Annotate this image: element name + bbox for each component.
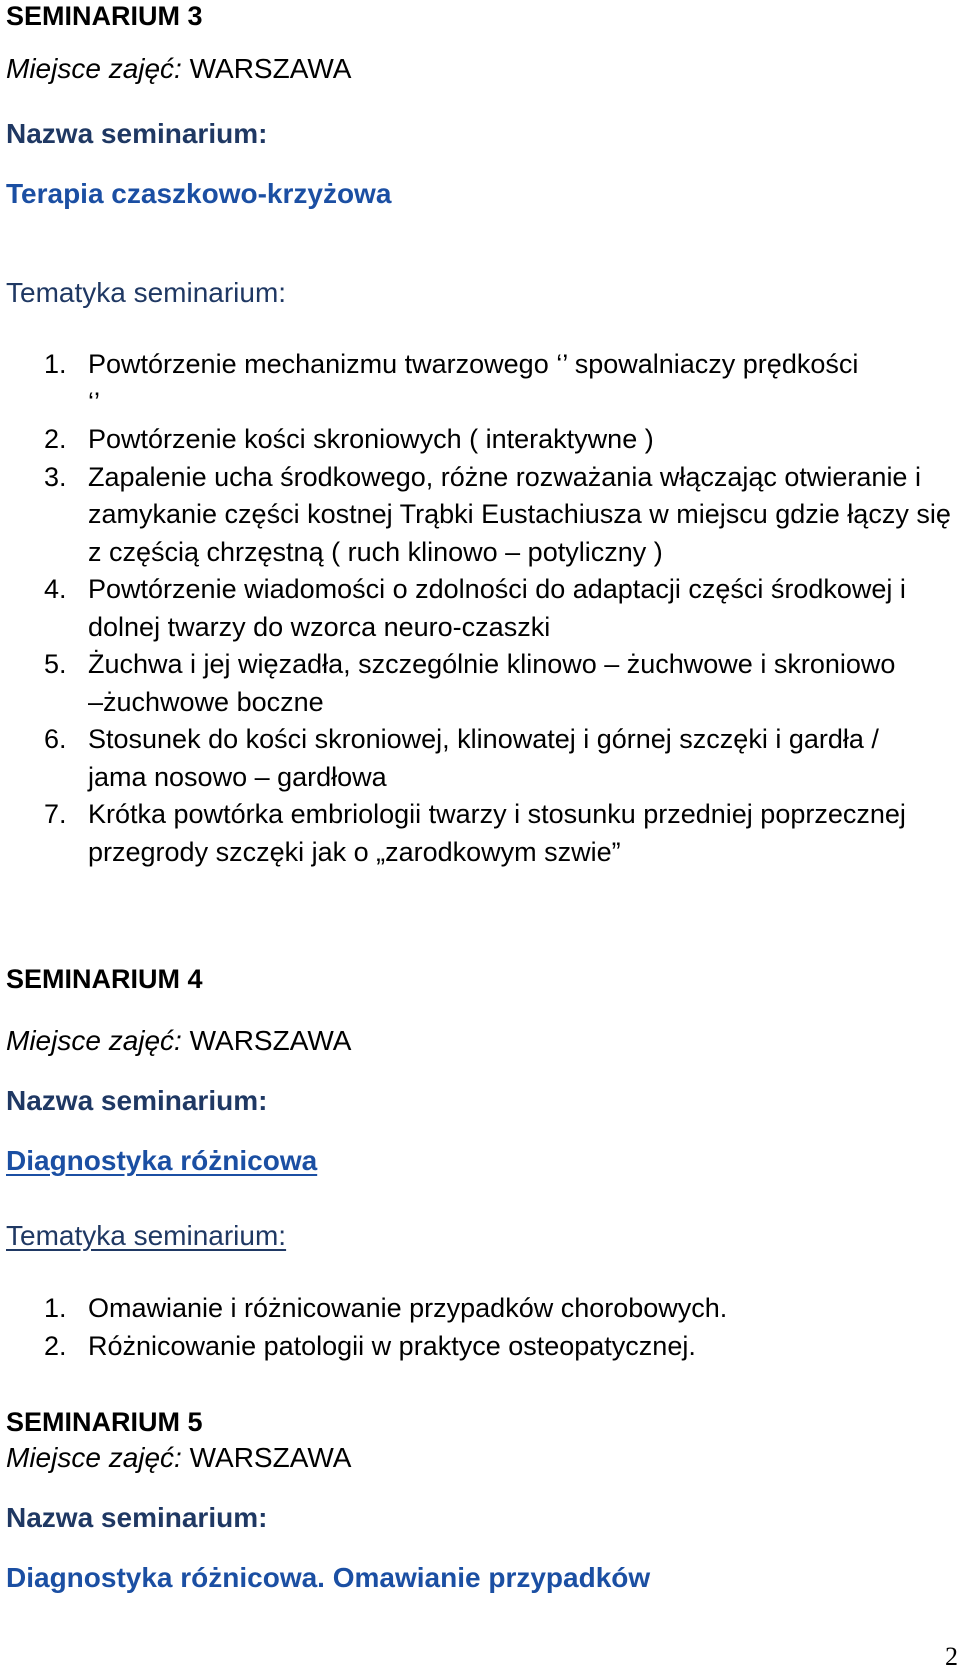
- seminar-4-topics-label: Tematyka seminarium:: [6, 1220, 287, 1251]
- list-item-number: 2.: [44, 1330, 67, 1361]
- list-item: [6, 721, 956, 796]
- list-item-text: Stosunek do kości skroniowej, klinowatej i górnej szczęki i gardła / jama nosowo – gardłowa: [88, 724, 879, 792]
- place-value: WARSZAWA: [189, 53, 352, 84]
- list-item-text: Żuchwa i jej więzadła, szczególnie klinowo – żuchwowe i skroniowo –żuchwowe boczne: [88, 649, 896, 717]
- list-item: [6, 459, 956, 572]
- list-item-text: Zapalenie ucha środkowego, różne rozważania włączając otwieranie i zamykanie części kostnej Trąbki Eustachiusza w miejscu gdzie łączy się z częścią chrzęstną ( ruch klinowo – potyliczny ): [88, 461, 951, 567]
- seminar-3-heading: SEMINARIUM 3: [6, 1, 203, 31]
- list-item-number: 6.: [44, 724, 67, 754]
- seminar-5-heading: SEMINARIUM 5: [6, 1407, 203, 1437]
- list-item: [6, 421, 956, 459]
- seminar-4-heading: SEMINARIUM 4: [6, 964, 203, 994]
- list-item: [6, 346, 956, 421]
- seminar-4-topics-list: [6, 1290, 956, 1365]
- seminar-5-place: [6, 1441, 351, 1475]
- list-item-text: Powtórzenie mechanizmu twarzowego ‘’ spowalniaczy prędkości ‘’: [88, 349, 859, 417]
- list-item-number: 3.: [44, 461, 67, 492]
- list-item: [6, 796, 956, 871]
- seminar-4-place: [6, 1024, 351, 1058]
- list-item-number: 2.: [44, 424, 67, 454]
- list-item-number: 1.: [44, 349, 67, 379]
- list-item-number: 7.: [44, 799, 67, 829]
- seminar-3-topics-label: Tematyka seminarium:: [6, 277, 287, 308]
- list-item-text: Omawianie i różnicowanie przypadków chorobowych.: [88, 1293, 728, 1323]
- place-label: Miejsce zajęć:: [6, 1025, 182, 1056]
- list-item-number: 1.: [44, 1293, 67, 1323]
- list-item: [6, 1290, 956, 1328]
- seminar-4-name-label: Nazwa seminarium:: [6, 1085, 268, 1116]
- list-item: [6, 1328, 956, 1366]
- list-item-text: Różnicowanie patologii w praktyce osteopatycznej.: [88, 1330, 696, 1361]
- place-label: Miejsce zajęć:: [6, 53, 182, 84]
- place-value: WARSZAWA: [189, 1025, 352, 1056]
- seminar-3-name-label: Nazwa seminarium:: [6, 118, 268, 149]
- seminar-5-name-label: Nazwa seminarium:: [6, 1502, 268, 1533]
- seminar-3-topics-list: [6, 346, 956, 871]
- list-item-text: Powtórzenie kości skroniowych ( interaktywne ): [88, 424, 654, 454]
- list-item-text: Krótka powtórka embriologii twarzy i stosunku przedniej poprzecznej przegrody szczęki jak o „zarodkowym szwie”: [88, 799, 906, 867]
- list-item-number: 5.: [44, 649, 67, 679]
- seminar-4-name: Diagnostyka różnicowa: [6, 1145, 318, 1176]
- list-item-number: 4.: [44, 574, 67, 604]
- list-item-text: Powtórzenie wiadomości o zdolności do adaptacji części środkowej i dolnej twarzy do wzorca neuro-czaszki: [88, 574, 906, 642]
- list-item: [6, 571, 956, 646]
- place-value: WARSZAWA: [189, 1442, 352, 1473]
- seminar-5-name: Diagnostyka różnicowa. Omawianie przypadków: [6, 1562, 651, 1593]
- seminar-3-place: [6, 52, 351, 86]
- seminar-3-name: Terapia czaszkowo-krzyżowa: [6, 178, 392, 209]
- page-number: 2: [945, 1642, 958, 1671]
- place-label: Miejsce zajęć:: [6, 1442, 182, 1473]
- list-item: [6, 646, 956, 721]
